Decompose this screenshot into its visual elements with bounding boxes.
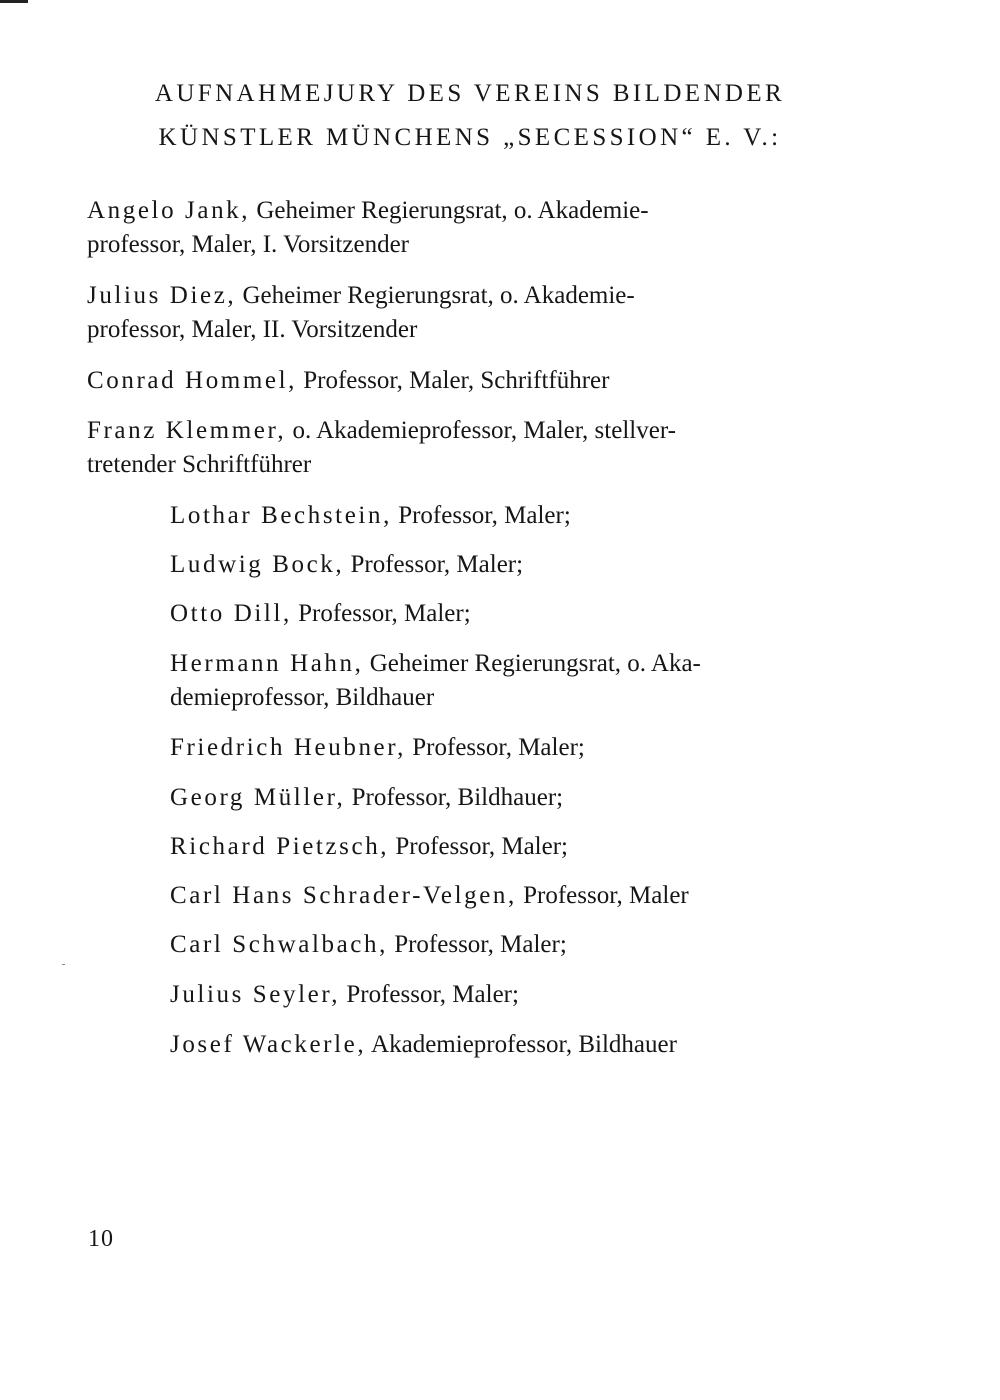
member-description: Professor, Maler; [406,734,585,761]
page-number: 10 [88,1226,114,1252]
member-description-continued: professor, Maler, I. Vorsitzender [87,231,409,258]
member-name: Julius Seyler, [170,981,341,1008]
member-description: Professor, Maler, Schriftführer [296,367,610,394]
member-description: o. Akademieprofessor, Maler, stellver- [286,417,676,444]
scan-edge-mark [0,0,28,3]
jury-entry [170,830,870,864]
member-name: Angelo Jank, [87,197,251,224]
jury-entry [170,928,870,962]
member-description: Geheimer Regierungsrat, o. Akademie- [236,282,635,309]
jury-entry [170,1028,870,1062]
member-description: Geheimer Regierungsrat, o. Aka- [363,650,701,677]
member-name: Conrad Hommel, [87,367,297,394]
member-name: Carl Schwalbach, [170,931,388,958]
member-name: Richard Pietzsch, [170,833,390,860]
member-name: Josef Wackerle, [170,1031,367,1058]
jury-entry [170,597,870,631]
member-description: Professor, Maler; [389,833,568,860]
member-name: Lothar Bechstein, [170,502,392,529]
member-description: Professor, Maler; [391,502,571,529]
jury-entry [170,647,870,715]
heading-line-2: KÜNSTLER MÜNCHENS „SECESSION“ E. V.: [158,124,782,151]
jury-entry [170,879,870,913]
jury-entry [170,731,870,765]
member-description: Professor, Maler; [340,981,519,1008]
member-description: Professor, Maler; [387,931,567,958]
member-description: Professor, Maler; [291,600,471,627]
member-name: Otto Dill, [170,600,292,627]
member-description: Professor, Bildhauer; [345,784,564,811]
member-description: Akademieprofessor, Bildhauer [366,1031,677,1058]
member-name: Julius Diez, [87,282,237,309]
member-description-continued: professor, Maler, II. Vorsitzender [87,316,418,343]
jury-entry [170,978,870,1012]
member-description-continued: tretender Schriftführer [87,451,312,478]
scan-speck [62,964,65,965]
board-entry [87,279,867,347]
board-entry [87,194,867,262]
member-description: Professor, Maler [516,882,689,909]
member-description: Geheimer Regierungsrat, o. Akademie- [250,197,649,224]
jury-entry [170,548,870,582]
heading-line-1: AUFNAHMEJURY DES VEREINS BILDENDER [154,80,786,107]
member-description-continued: demieprofessor, Bildhauer [170,684,435,711]
member-name: Friedrich Heubner, [170,734,407,761]
jury-entry [170,781,870,815]
member-name: Hermann Hahn, [170,650,364,677]
board-entry [87,364,867,398]
board-entry [87,414,867,482]
member-description: Professor, Maler; [344,551,524,578]
member-name: Franz Klemmer, [87,417,287,444]
member-name: Georg Müller, [170,784,346,811]
jury-entry [170,499,870,533]
member-name: Ludwig Bock, [170,551,345,578]
member-name: Carl Hans Schrader-Velgen, [170,882,517,909]
